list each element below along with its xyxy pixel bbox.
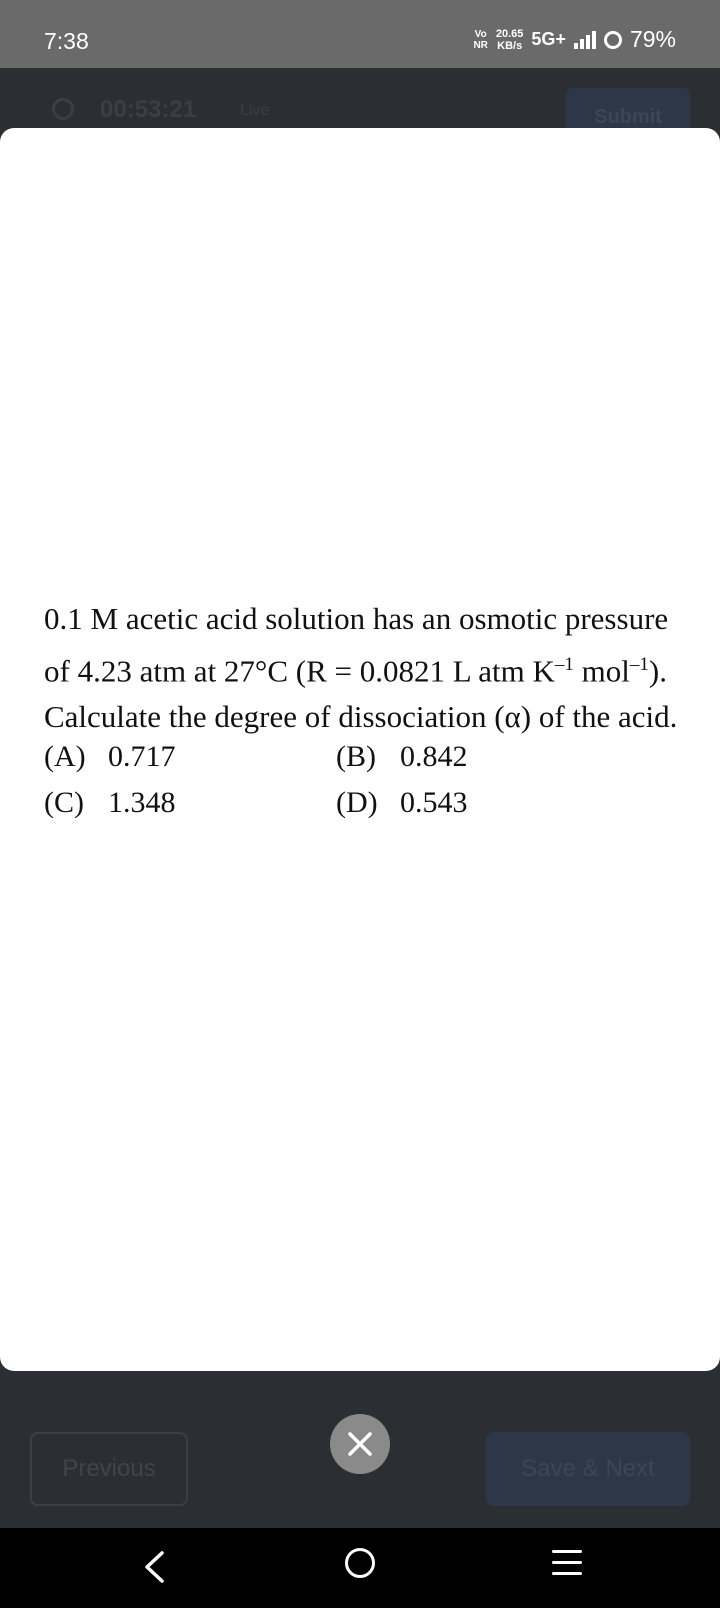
previous-button[interactable]: Previous [30, 1432, 188, 1506]
question-line-1: 0.1 M acetic acid solution has an osmotic pressure [44, 601, 669, 636]
options [44, 734, 684, 826]
volte-bottom: NR [473, 39, 488, 51]
stopwatch-icon [52, 98, 74, 120]
question-line-3: Calculate the degree of dissociation (α) of the acid. [44, 699, 678, 735]
speed-value: 20.65 [495, 27, 524, 40]
battery-icon [604, 31, 622, 49]
question-line-2 [44, 642, 704, 694]
superscript-1: –1 [554, 654, 574, 675]
signal-icon [574, 31, 596, 49]
option-value: 0.717 [108, 740, 176, 773]
nav-home-icon[interactable] [345, 1548, 375, 1578]
option-letter: (B) [336, 740, 376, 773]
superscript-2: –1 [629, 654, 649, 675]
question-image-modal [0, 128, 720, 1371]
option-letter: (A) [44, 740, 86, 773]
system-nav-bar [0, 1528, 720, 1608]
network-speed [496, 28, 524, 52]
option-value: 1.348 [108, 786, 176, 819]
option-c [44, 786, 336, 820]
status-time: 7:38 [44, 28, 89, 54]
status-bar [0, 0, 720, 68]
timer: 00:53:21 [100, 96, 197, 123]
app-bar [0, 68, 720, 128]
network-type: 5G+ [531, 29, 566, 49]
option-value: 0.543 [400, 786, 468, 819]
status-icons [473, 26, 676, 53]
submit-button[interactable]: Submit [566, 88, 690, 132]
volte-top: Vo [474, 28, 487, 40]
question-line-2-start: of 4.23 atm at 27°C (R = 0.0821 L atm K [44, 653, 555, 689]
question-line-2-end: ). [648, 653, 667, 689]
option-value: 0.842 [400, 740, 468, 773]
option-b [336, 740, 628, 774]
question-text [44, 596, 704, 740]
option-letter: (D) [336, 786, 378, 819]
speed-unit: KB/s [497, 39, 523, 52]
option-a [44, 740, 336, 774]
option-row [44, 780, 684, 826]
close-button[interactable] [330, 1414, 390, 1474]
nav-recents-icon[interactable] [552, 1550, 582, 1583]
option-row [44, 734, 684, 780]
nav-back-icon[interactable] [142, 1550, 166, 1589]
live-label: Live [240, 102, 270, 119]
option-letter: (C) [44, 786, 84, 819]
battery-percent: 79% [629, 26, 676, 52]
question-line-2-mid: mol [573, 653, 630, 689]
save-next-button[interactable]: Save & Next [486, 1432, 690, 1506]
volte-indicator [473, 29, 487, 51]
option-d [336, 786, 628, 820]
close-icon [346, 1430, 374, 1458]
